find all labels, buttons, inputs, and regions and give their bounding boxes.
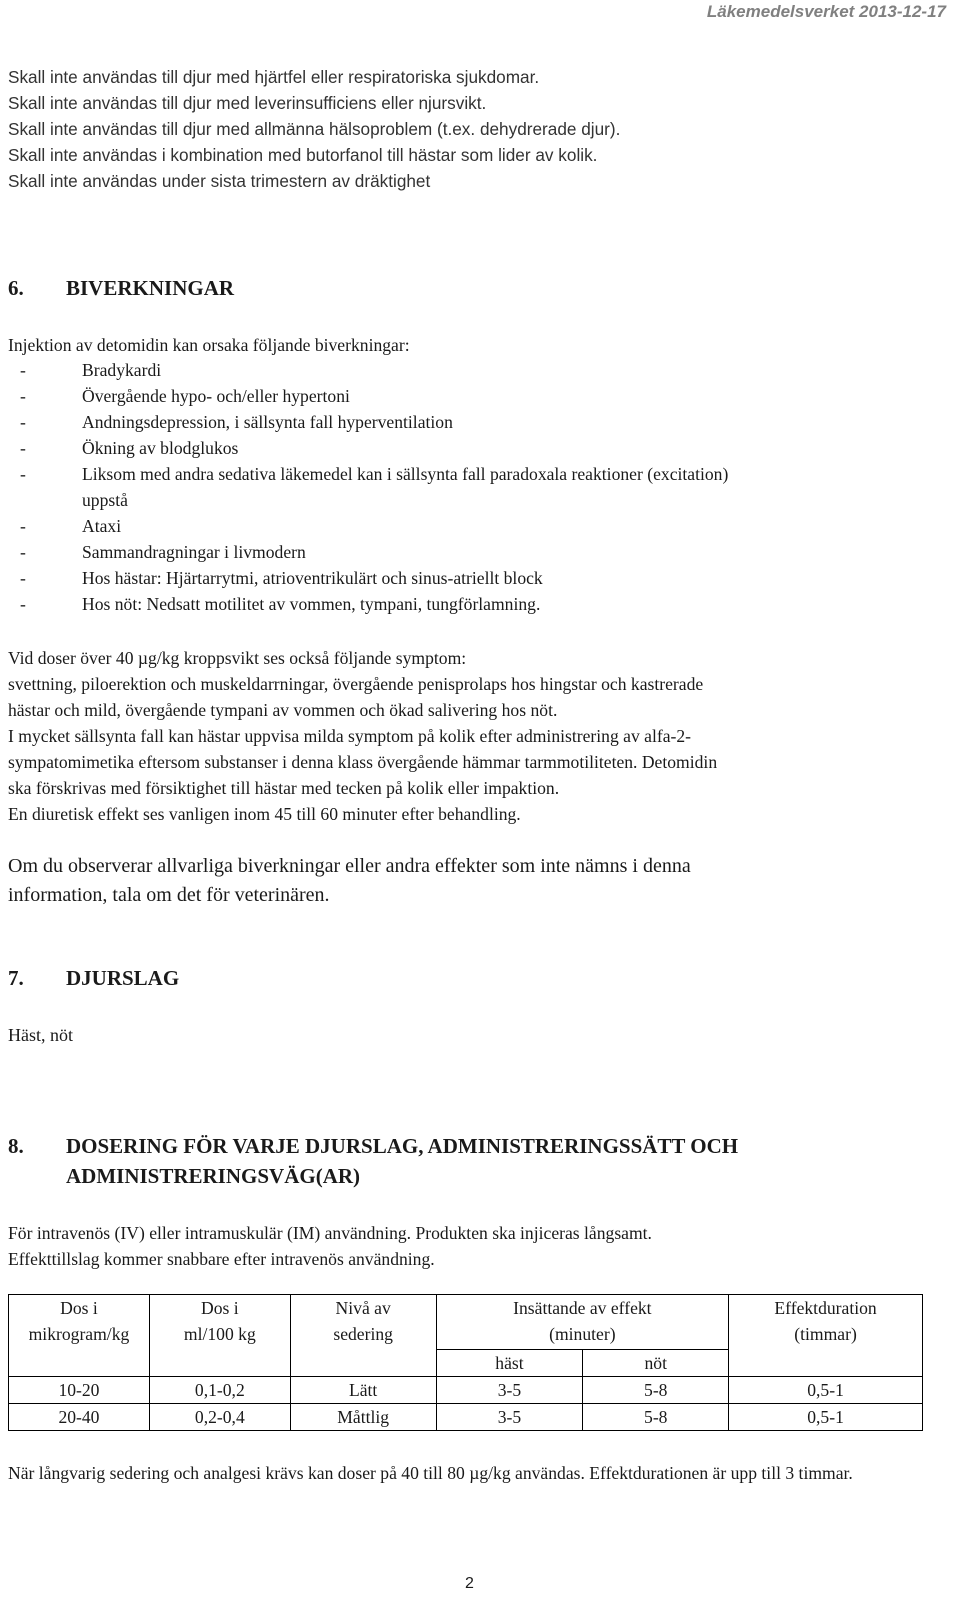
list-dash: - [20, 516, 26, 536]
list-item: - Hos hästar: Hjärtarrytmi, atrioventrikulärt och sinus-atriellt block [8, 565, 728, 591]
header-duration: Effektduration (timmar) [729, 1295, 923, 1350]
subheader-horse: häst [436, 1350, 583, 1377]
table-header-row [9, 1295, 923, 1350]
list-dash: - [20, 438, 26, 458]
dosing-intro: För intravenös (IV) eller intramuskulär (IM) användning. Produkten ska injiceras långsamt. Effekttillslag kommer snabbare efter intravenös användning. [8, 1223, 652, 1269]
header-dose-mcg: Dos i mikrogram/kg [9, 1295, 150, 1350]
list-item: - Sammandragningar i livmodern [8, 539, 728, 565]
section-7-heading [8, 966, 179, 991]
list-dash: - [20, 594, 26, 614]
header-dose-ml: Dos i ml/100 kg [149, 1295, 290, 1350]
table-row: 10-20 0,1-0,2 Lätt 3-5 5-8 0,5-1 [9, 1377, 923, 1404]
header-onset: Insättande av effekt (minuter) [436, 1295, 729, 1350]
paragraph-line: En diuretisk effekt ses vanligen inom 45 till 60 minuter efter behandling. [8, 804, 521, 824]
list-dash: - [20, 542, 26, 562]
section-title-line: DOSERING FÖR VARJE DJURSLAG, ADMINISTRERINGSSÄTT OCH [66, 1134, 739, 1158]
table-subheader-row [9, 1350, 923, 1377]
list-item: - Ökning av blodglukos [8, 435, 728, 461]
contraindication-item: Skall inte användas till djur med allmänna hälsoproblem (t.ex. dehydrerade djur). [8, 119, 621, 139]
section-8-heading [8, 1131, 738, 1191]
side-effects-details [8, 645, 717, 827]
paragraph-line: sympatomimetika eftersom substanser i denna klass övergående hämmar tarmmotiliteten. Detomidin [8, 752, 718, 772]
contraindications-list [8, 64, 620, 194]
list-item: - Hos nöt: Nedsatt motilitet av vommen, tympani, tungförlamning. [8, 591, 728, 617]
long-sedation-note: När långvarig sedering och analgesi krävs kan doser på 40 till 80 µg/kg användas. Effektdurationen är upp till 3 timmar. [8, 1463, 853, 1483]
table-row: 20-40 0,2-0,4 Måttlig 3-5 5-8 0,5-1 [9, 1404, 923, 1431]
section-number: 8. [8, 1134, 24, 1158]
contraindication-item: Skall inte användas i kombination med butorfanol till hästar som lider av kolik. [8, 145, 598, 165]
section-title-line: ADMINISTRERINGSVÄG(AR) [66, 1164, 361, 1188]
serious-effects-note: Om du observerar allvarliga biverkningar eller andra effekter som inte nämns i denna information, tala om det för veterinären. [8, 855, 691, 906]
list-item: - Ataxi [8, 513, 728, 539]
paragraph-line: Vid doser över 40 µg/kg kroppsvikt ses också följande symptom: [8, 648, 467, 668]
list-item: - Övergående hypo- och/eller hypertoni [8, 383, 728, 409]
list-item-continuation: uppstå [82, 490, 128, 510]
list-item: - Andningsdepression, i sällsynta fall hyperventilation [8, 409, 728, 435]
section-title: BIVERKNINGAR [66, 276, 235, 300]
side-effects-intro: Injektion av detomidin kan orsaka följande biverkningar: [8, 335, 410, 355]
paragraph-line: ska förskrivas med försiktighet till hästar med tecken på kolik eller impaktion. [8, 778, 560, 798]
side-effects-list [8, 357, 728, 617]
paragraph-line: hästar och mild, övergående tympani av vommen och ökad salivering hos nöt. [8, 700, 558, 720]
list-dash: - [20, 568, 26, 588]
contraindication-item: Skall inte användas under sista trimestern av dräktighet [8, 171, 431, 191]
section-6-heading [8, 276, 234, 301]
list-dash: - [20, 386, 26, 406]
page-number: 2 [465, 1575, 474, 1592]
section-number: 6. [8, 276, 24, 300]
list-dash: - [20, 464, 26, 484]
section-title: DJURSLAG [66, 966, 180, 990]
subheader-cattle: nöt [583, 1350, 729, 1377]
section-number: 7. [8, 966, 24, 990]
list-dash: - [20, 360, 26, 380]
species-text: Häst, nöt [8, 1025, 73, 1045]
header-sedation-level: Nivå av sedering [290, 1295, 436, 1350]
paragraph-line: svettning, piloerektion och muskeldarrningar, övergående penisprolaps hos hingstar och kastrerade [8, 674, 704, 694]
list-item: - Liksom med andra sedativa läkemedel kan i sällsynta fall paradoxala reaktioner (excitation) [8, 461, 728, 487]
document-source-date: Läkemedelsverket 2013-12-17 [706, 2, 946, 21]
contraindication-item: Skall inte användas till djur med hjärtfel eller respiratoriska sjukdomar. [8, 67, 540, 87]
list-item: - Bradykardi [8, 357, 728, 383]
contraindication-item: Skall inte användas till djur med leverinsufficiens eller njursvikt. [8, 93, 487, 113]
dosage-table [8, 1294, 923, 1431]
list-dash: - [20, 412, 26, 432]
paragraph-line: I mycket sällsynta fall kan hästar uppvisa milda symptom på kolik efter administrering av alfa-2- [8, 726, 692, 746]
